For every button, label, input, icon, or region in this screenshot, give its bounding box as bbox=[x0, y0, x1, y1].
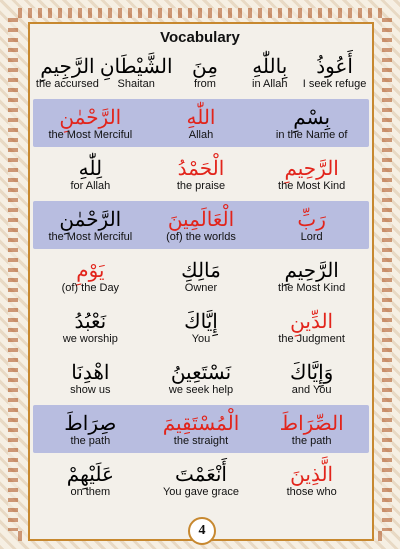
arabic-word: الْعَالَمِينَ bbox=[167, 206, 235, 231]
english-meaning: on them bbox=[70, 485, 111, 498]
english-meaning: and You bbox=[291, 383, 332, 396]
vocab-cell bbox=[256, 361, 367, 396]
vocab-row-9 bbox=[33, 456, 369, 504]
vocab-cell bbox=[35, 55, 100, 90]
arabic-word: الرَّحْمٰنِ bbox=[59, 104, 122, 129]
arabic-word: الَّذِينَ bbox=[290, 461, 334, 486]
english-meaning: You bbox=[191, 332, 211, 345]
arabic-word: رَبِّ bbox=[297, 206, 326, 231]
english-meaning: we worship bbox=[62, 332, 118, 345]
english-meaning: the path bbox=[70, 434, 111, 447]
arabic-word: الشَّيْطَانِ bbox=[99, 53, 173, 78]
vocab-row-8 bbox=[33, 405, 369, 453]
english-meaning: the Judgment bbox=[278, 332, 345, 345]
english-meaning: Lord bbox=[300, 230, 323, 243]
vocab-cell bbox=[146, 259, 257, 294]
vocab-cell bbox=[35, 463, 146, 498]
vocab-cell bbox=[35, 412, 146, 447]
arabic-word: الْحَمْدُ bbox=[177, 155, 225, 180]
english-meaning: Shaitan bbox=[117, 77, 155, 90]
vocabulary-table bbox=[33, 48, 369, 518]
arabic-word: نَسْتَعِينُ bbox=[170, 359, 232, 384]
vocab-cell bbox=[237, 55, 302, 90]
vocab-row-1 bbox=[33, 48, 369, 96]
vocab-row-4 bbox=[33, 201, 369, 249]
vocab-cell bbox=[146, 310, 257, 345]
arabic-word: أَعُوذُ bbox=[316, 53, 353, 78]
english-meaning: we seek help bbox=[168, 383, 234, 396]
vocab-cell bbox=[100, 55, 173, 90]
vocab-cell bbox=[146, 412, 257, 447]
arabic-word: الرَّحِيمِ bbox=[284, 257, 339, 282]
english-meaning: Allah bbox=[188, 128, 214, 141]
vocab-cell bbox=[256, 259, 367, 294]
english-meaning: I seek refuge bbox=[302, 77, 367, 90]
english-meaning: the path bbox=[291, 434, 332, 447]
arabic-word: لِلّٰهِ bbox=[78, 155, 103, 180]
arabic-word: اللّٰهِ bbox=[186, 104, 216, 129]
english-meaning: the accursed bbox=[35, 77, 99, 90]
vocab-row-6 bbox=[33, 303, 369, 351]
arabic-word: أَنْعَمْتَ bbox=[175, 461, 227, 486]
vocab-cell bbox=[146, 361, 257, 396]
arabic-word: صِرَاطَ bbox=[64, 410, 117, 435]
vocab-cell bbox=[256, 157, 367, 192]
english-meaning: in the Name of bbox=[275, 128, 348, 141]
arabic-word: الرَّجِيمِ bbox=[40, 53, 95, 78]
english-meaning: Owner bbox=[184, 281, 218, 294]
english-meaning: You gave grace bbox=[162, 485, 240, 498]
arabic-word: بِاللّٰهِ bbox=[252, 53, 288, 78]
vocab-cell bbox=[146, 208, 257, 243]
vocab-cell bbox=[302, 55, 367, 90]
english-meaning: the Most Kind bbox=[278, 281, 346, 294]
vocab-cell bbox=[173, 55, 238, 90]
arabic-word: وَإِيَّاكَ bbox=[289, 359, 334, 384]
english-meaning: the praise bbox=[176, 179, 226, 192]
vocab-cell bbox=[256, 412, 367, 447]
arabic-word: اهْدِنَا bbox=[71, 359, 110, 384]
vocab-cell bbox=[35, 208, 146, 243]
vocab-row-7 bbox=[33, 354, 369, 402]
page-number: 4 bbox=[188, 517, 216, 545]
arabic-word: الرَّحْمٰنِ bbox=[59, 206, 122, 231]
english-meaning: those who bbox=[286, 485, 337, 498]
vocab-cell bbox=[35, 361, 146, 396]
arabic-word: مَالِكِ bbox=[181, 257, 221, 282]
vocab-cell bbox=[35, 259, 146, 294]
english-meaning: the Most Merciful bbox=[48, 128, 133, 141]
vocab-cell bbox=[35, 310, 146, 345]
arabic-word: الرَّحِيمِ bbox=[284, 155, 339, 180]
arabic-word: إِيَّاكَ bbox=[184, 308, 218, 333]
arabic-word: يَوْمِ bbox=[76, 257, 105, 282]
arabic-word: عَلَيْهِمْ bbox=[66, 461, 114, 486]
vocab-row-3 bbox=[33, 150, 369, 198]
vocab-cell bbox=[146, 463, 257, 498]
vocab-cell bbox=[35, 157, 146, 192]
vocab-cell bbox=[146, 157, 257, 192]
english-meaning: from bbox=[193, 77, 216, 90]
vocab-cell bbox=[256, 106, 367, 141]
vocab-row-5 bbox=[33, 252, 369, 300]
arabic-word: مِنَ bbox=[191, 53, 218, 78]
vocab-cell bbox=[256, 208, 367, 243]
border-ornament-top bbox=[18, 8, 382, 18]
english-meaning: the Most Kind bbox=[278, 179, 346, 192]
border-ornament-right bbox=[382, 18, 392, 531]
arabic-word: نَعْبُدُ bbox=[74, 308, 107, 333]
arabic-word: الدِّينِ bbox=[290, 308, 334, 333]
english-meaning: for Allah bbox=[70, 179, 111, 192]
english-meaning: (of) the Day bbox=[61, 281, 120, 294]
english-meaning: the straight bbox=[173, 434, 229, 447]
english-meaning: in Allah bbox=[252, 77, 288, 90]
border-ornament-left bbox=[8, 18, 18, 531]
vocab-cell bbox=[146, 106, 257, 141]
english-meaning: (of) the worlds bbox=[166, 230, 236, 243]
english-meaning: the Most Merciful bbox=[48, 230, 133, 243]
arabic-word: بِسْمِ bbox=[293, 104, 331, 129]
arabic-word: الْمُسْتَقِيمَ bbox=[162, 410, 240, 435]
page-title: Vocabulary bbox=[160, 29, 240, 46]
arabic-word: الصِّرَاطَ bbox=[279, 410, 344, 435]
vocab-row-2 bbox=[33, 99, 369, 147]
vocab-cell bbox=[256, 463, 367, 498]
vocab-cell bbox=[256, 310, 367, 345]
english-meaning: show us bbox=[70, 383, 111, 396]
vocab-cell bbox=[35, 106, 146, 141]
